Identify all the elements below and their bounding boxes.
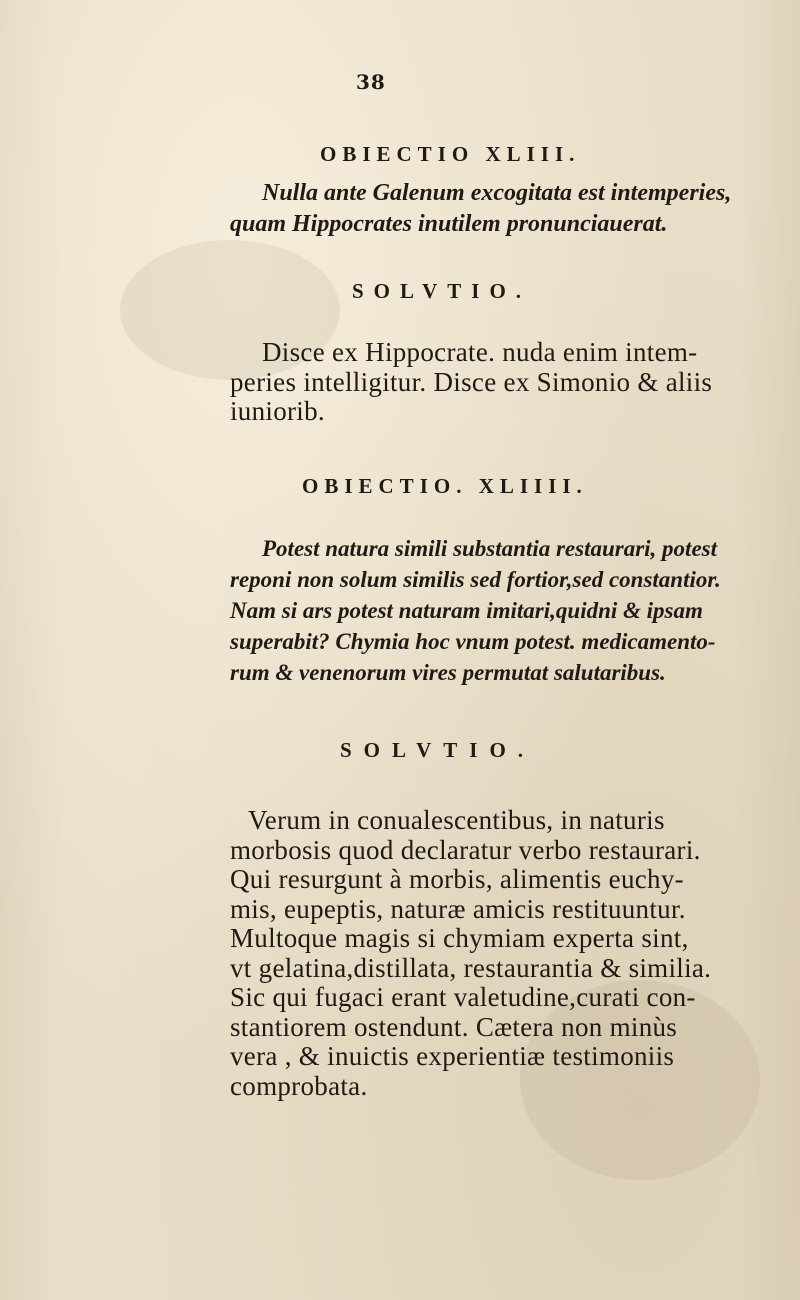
solution-44-heading: SOLVTIO. bbox=[340, 738, 536, 762]
text-line: vera , & inuictis experientiæ testimoniis bbox=[230, 1041, 675, 1071]
text-line: Sic qui fugaci erant valetudine,curati con- bbox=[230, 982, 696, 1012]
text-line: quam Hippocrates inutilem pronunciauerat. bbox=[230, 211, 668, 237]
text-line: Nam si ars potest naturam imitari,quidni & ipsam bbox=[230, 598, 703, 623]
text-line: mis, eupeptis, naturæ amicis restituuntur. bbox=[230, 893, 686, 924]
text-line: Verum in conualescentibus, in naturis bbox=[248, 805, 665, 835]
text-line: superabit? Chymia hoc vnum potest. medicamento- bbox=[230, 629, 716, 654]
objection-43-text bbox=[230, 178, 732, 240]
text-line: Multoque magis si chymiam experta sint, bbox=[230, 923, 689, 953]
text-line: stantiorem ostendunt. Cætera non minùs bbox=[230, 1011, 678, 1042]
solution-43-text bbox=[230, 337, 713, 427]
text-line: reponi non solum similis sed fortior,sed constantior. bbox=[230, 567, 721, 592]
objection-43-heading: OBIECTIO XLIII. bbox=[320, 142, 581, 166]
text-line: Potest natura simili substantia restaurari, potest bbox=[262, 536, 717, 561]
solution-43-heading: SOLVTIO. bbox=[352, 279, 532, 303]
text-line: iuniorib. bbox=[230, 396, 325, 426]
objection-44-text bbox=[230, 533, 721, 688]
text-line: Qui resurgunt à morbis, alimentis euchy- bbox=[230, 864, 684, 894]
page-number: 38 bbox=[356, 70, 386, 94]
text-line: morbosis quod declaratur verbo restaurari. bbox=[230, 834, 701, 865]
text-line: Disce ex Hippocrate. nuda enim intem- bbox=[262, 337, 698, 367]
text-line: vt gelatina,distillata, restaurantia & similia. bbox=[230, 952, 712, 983]
solution-44-text bbox=[230, 805, 712, 1101]
objection-44-heading: OBIECTIO. XLIIII. bbox=[302, 474, 588, 498]
text-line: Nulla ante Galenum excogitata est intemperies, bbox=[262, 180, 732, 206]
text-line: comprobata. bbox=[230, 1070, 368, 1101]
text-line: rum & venenorum vires permutat salutaribus. bbox=[230, 660, 666, 685]
text-line: peries intelligitur. Disce ex Simonio & aliis bbox=[230, 366, 713, 397]
